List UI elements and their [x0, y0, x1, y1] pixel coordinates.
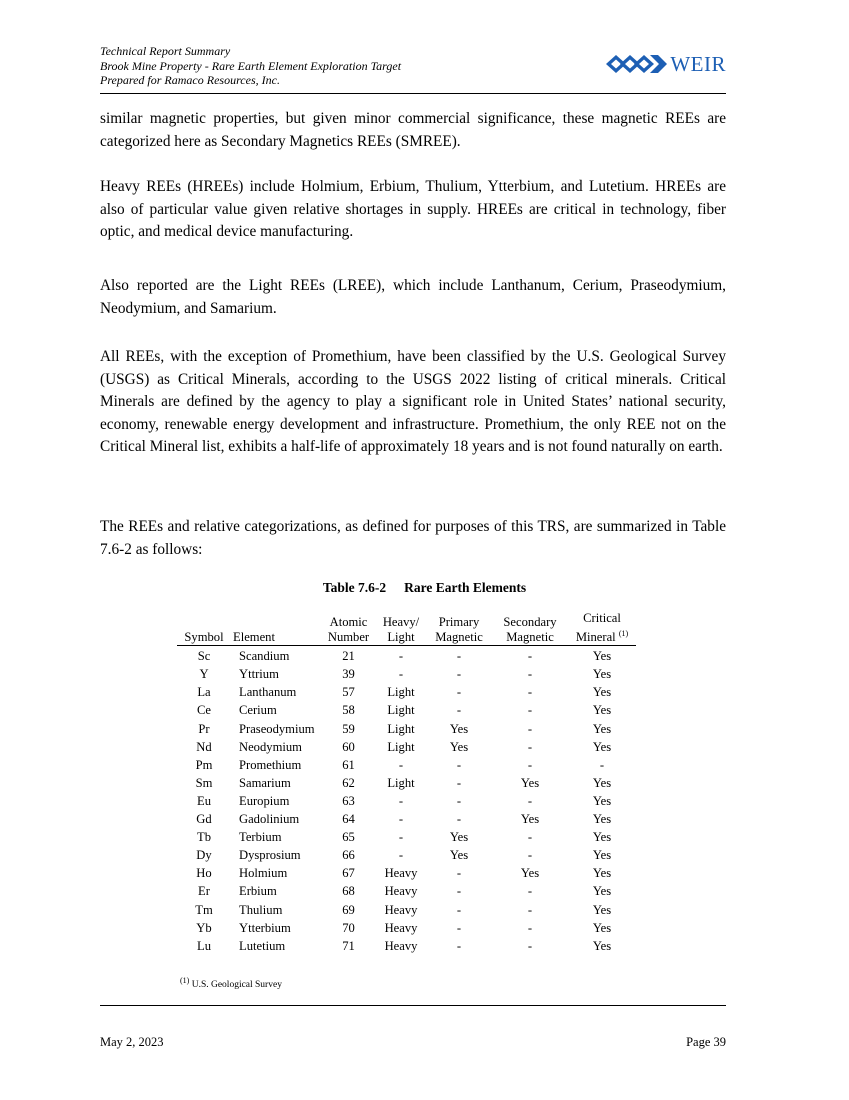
cell-symbol: Er	[198, 884, 210, 899]
table-row	[177, 683, 636, 701]
cell-symbol: Nd	[196, 739, 212, 754]
paragraph-text: similar magnetic properties, but given minor commercial significance, these magnetic REEs are categorized here as Secondary Magnetics REEs (SMREE).	[100, 110, 726, 150]
cell-secondary-magnetic: -	[527, 685, 533, 700]
table-row	[177, 919, 636, 937]
cell-critical-mineral: Yes	[592, 739, 612, 754]
table-row	[177, 846, 636, 864]
cell-element: Gadolinium	[239, 812, 300, 827]
cell-atomic-number: 66	[342, 848, 355, 863]
cell-element: Terbium	[239, 830, 282, 845]
cell-heavy-light: Light	[387, 739, 415, 754]
cell-heavy-light: -	[398, 757, 404, 772]
cell-atomic-number: 62	[342, 775, 355, 790]
cell-symbol: Tm	[195, 902, 213, 917]
footnote-marker: (1)	[618, 629, 629, 638]
cell-critical-mineral: Yes	[592, 866, 612, 881]
cell-critical-mineral: Yes	[592, 884, 612, 899]
paragraph-smree	[100, 108, 726, 153]
cell-symbol: Lu	[197, 938, 211, 953]
header-heavy-light: Heavy/ Light	[376, 611, 426, 647]
cell-heavy-light: -	[398, 667, 404, 682]
paragraph-table-intro	[100, 516, 726, 561]
cell-atomic-number: 58	[342, 703, 355, 718]
cell-atomic-number: 61	[342, 757, 355, 772]
cell-primary-magnetic: -	[456, 920, 462, 935]
table-row	[177, 720, 636, 738]
cell-critical-mineral: Yes	[592, 938, 612, 953]
cell-heavy-light: Light	[387, 703, 415, 718]
table-title: Rare Earth Elements	[404, 580, 527, 595]
cell-symbol: Eu	[197, 793, 211, 808]
header-secondary-magnetic: Secondary Magnetic	[492, 611, 568, 647]
footnote-marker: (1)	[180, 976, 190, 985]
cell-atomic-number: 69	[342, 902, 355, 917]
cell-primary-magnetic: Yes	[449, 848, 469, 863]
cell-primary-magnetic: Yes	[449, 721, 469, 736]
cell-secondary-magnetic: -	[527, 920, 533, 935]
cell-secondary-magnetic: -	[527, 848, 533, 863]
paragraph-critical-minerals	[100, 346, 726, 459]
cell-element: Praseodymium	[239, 721, 315, 736]
cell-symbol: Ho	[196, 866, 212, 881]
cell-secondary-magnetic: -	[527, 884, 533, 899]
cell-element: Thulium	[239, 902, 283, 917]
table-body	[177, 647, 636, 955]
cell-critical-mineral: Yes	[592, 812, 612, 827]
paragraph-text: Also reported are the Light REEs (LREE), which include Lanthanum, Cerium, Praseodymium, Neodymium, and Samarium.	[100, 277, 726, 317]
cell-secondary-magnetic: Yes	[520, 866, 540, 881]
cell-atomic-number: 59	[342, 721, 355, 736]
cell-symbol: Sm	[195, 775, 213, 790]
cell-element: Yttrium	[239, 667, 279, 682]
cell-secondary-magnetic: -	[527, 721, 533, 736]
cell-critical-mineral: Yes	[592, 902, 612, 917]
header-divider	[100, 93, 726, 94]
cell-secondary-magnetic: -	[527, 739, 533, 754]
cell-critical-mineral: Yes	[592, 685, 612, 700]
cell-symbol: Yb	[196, 920, 212, 935]
cell-heavy-light: Heavy	[384, 902, 418, 917]
cell-heavy-light: -	[398, 793, 404, 808]
cell-heavy-light: -	[398, 830, 404, 845]
cell-heavy-light: -	[398, 848, 404, 863]
cell-heavy-light: Heavy	[384, 866, 418, 881]
cell-element: Samarium	[239, 775, 291, 790]
cell-element: Scandium	[239, 649, 290, 664]
cell-primary-magnetic: -	[456, 775, 462, 790]
header-line-report: Technical Report Summary	[100, 44, 231, 58]
header-text	[100, 44, 401, 88]
header-element: Element	[231, 611, 321, 647]
cell-primary-magnetic: -	[456, 667, 462, 682]
cell-atomic-number: 71	[342, 938, 355, 953]
cell-critical-mineral: Yes	[592, 793, 612, 808]
footer-date: May 2, 2023	[100, 1035, 164, 1049]
cell-primary-magnetic: -	[456, 685, 462, 700]
cell-symbol: Pr	[198, 721, 210, 736]
table-row	[177, 701, 636, 719]
cell-secondary-magnetic: Yes	[520, 812, 540, 827]
cell-element: Erbium	[239, 884, 277, 899]
cell-primary-magnetic: Yes	[449, 830, 469, 845]
cell-heavy-light: -	[398, 812, 404, 827]
table-footnote	[180, 976, 282, 990]
table-row	[177, 882, 636, 900]
cell-secondary-magnetic: -	[527, 938, 533, 953]
cell-symbol: Pm	[195, 757, 213, 772]
cell-secondary-magnetic: -	[527, 757, 533, 772]
table-row	[177, 792, 636, 810]
cell-primary-magnetic: -	[456, 938, 462, 953]
cell-symbol: Y	[199, 667, 209, 682]
cell-atomic-number: 39	[342, 667, 355, 682]
paragraph-lree	[100, 275, 726, 320]
header-critical-mineral: Critical Mineral $^{(1)}$	[568, 611, 636, 647]
table-row	[177, 901, 636, 919]
cell-secondary-magnetic: -	[527, 667, 533, 682]
cell-element: Neodymium	[239, 739, 302, 754]
header-primary-magnetic: Primary Magnetic	[426, 611, 492, 647]
cell-secondary-magnetic: -	[527, 793, 533, 808]
cell-primary-magnetic: -	[456, 703, 462, 718]
header-symbol: Symbol	[177, 611, 231, 647]
cell-symbol: Tb	[197, 830, 211, 845]
cell-secondary-magnetic: -	[527, 703, 533, 718]
cell-primary-magnetic: -	[456, 866, 462, 881]
cell-atomic-number: 68	[342, 884, 355, 899]
table-row	[177, 774, 636, 792]
cell-symbol: La	[197, 685, 211, 700]
cell-primary-magnetic: -	[456, 884, 462, 899]
cell-heavy-light: Heavy	[384, 884, 418, 899]
cell-symbol: Ce	[197, 703, 211, 718]
cell-symbol: Gd	[196, 812, 212, 827]
cell-element: Lanthanum	[239, 685, 297, 700]
cell-symbol: Dy	[196, 848, 212, 863]
footer-divider	[100, 1005, 726, 1006]
table-row	[177, 937, 636, 955]
cell-critical-mineral: Yes	[592, 703, 612, 718]
paragraph-hree	[100, 176, 726, 244]
cell-heavy-light: -	[398, 649, 404, 664]
header-line-property: Brook Mine Property - Rare Earth Element Exploration Target	[100, 58, 402, 73]
cell-heavy-light: Light	[387, 685, 415, 700]
cell-atomic-number: 67	[342, 866, 355, 881]
cell-critical-mineral: Yes	[592, 848, 612, 863]
cell-critical-mineral: Yes	[592, 920, 612, 935]
cell-secondary-magnetic: -	[527, 902, 533, 917]
cell-secondary-magnetic: -	[527, 830, 533, 845]
logo-text: WEIR	[670, 51, 726, 76]
cell-primary-magnetic: -	[456, 902, 462, 917]
diamond-chevrons-icon	[606, 52, 668, 76]
cell-atomic-number: 57	[342, 685, 355, 700]
cell-primary-magnetic: -	[456, 812, 462, 827]
table-caption	[0, 580, 849, 596]
header-atomic-number: Atomic Number	[321, 611, 376, 647]
table-number: Table 7.6-2	[322, 580, 387, 595]
footnote-text: U.S. Geological Survey	[191, 980, 282, 991]
table-row	[177, 810, 636, 828]
cell-atomic-number: 64	[342, 812, 355, 827]
cell-atomic-number: 65	[342, 830, 355, 845]
cell-element: Dysprosium	[239, 848, 301, 863]
cell-heavy-light: Heavy	[384, 938, 418, 953]
cell-atomic-number: 70	[342, 920, 355, 935]
cell-element: Holmium	[239, 866, 288, 881]
cell-element: Europium	[239, 793, 290, 808]
table-row	[177, 665, 636, 683]
paragraph-text: All REEs, with the exception of Promethium, have been classified by the U.S. Geological Survey (USGS) as Critical Minerals, according to the USGS 2022 listing of critical minerals. Critical Minerals are defined by the agency to play a significant role in United States’ national security, economy, renewable energy development and infrastructure. Promethium, the only REE not on the Critical Mineral list, exhibits a half-life of approximately 18 years and is not found naturally on earth.	[100, 348, 726, 456]
cell-primary-magnetic: -	[456, 757, 462, 772]
cell-critical-mineral: Yes	[592, 667, 612, 682]
rare-earth-elements-table	[177, 611, 636, 955]
cell-element: Lutetium	[239, 938, 286, 953]
cell-atomic-number: 63	[342, 793, 355, 808]
table-header-row	[177, 611, 636, 647]
table-row	[177, 864, 636, 882]
table-row	[177, 647, 636, 665]
table-row	[177, 828, 636, 846]
cell-atomic-number: 60	[342, 739, 355, 754]
cell-heavy-light: Light	[387, 721, 415, 736]
cell-primary-magnetic: Yes	[449, 739, 469, 754]
cell-secondary-magnetic: Yes	[520, 775, 540, 790]
cell-element: Promethium	[239, 757, 302, 772]
table-row	[177, 738, 636, 756]
cell-primary-magnetic: -	[456, 649, 462, 664]
footer-page-number: Page 39	[686, 1035, 726, 1049]
cell-primary-magnetic: -	[456, 793, 462, 808]
cell-critical-mineral: Yes	[592, 830, 612, 845]
page-header	[100, 44, 726, 92]
cell-heavy-light: Heavy	[384, 920, 418, 935]
header-line-prepared: Prepared for Ramaco Resources, Inc.	[100, 73, 280, 87]
cell-symbol: Sc	[197, 649, 211, 664]
cell-element: Ytterbium	[239, 920, 291, 935]
paragraph-text: The REEs and relative categorizations, as defined for purposes of this TRS, are summarized in Table 7.6-2 as follows:	[100, 518, 726, 558]
cell-element: Cerium	[239, 703, 277, 718]
cell-critical-mineral: -	[599, 757, 605, 772]
weir-logo	[606, 52, 726, 76]
table-row	[177, 756, 636, 774]
cell-critical-mineral: Yes	[592, 721, 612, 736]
cell-atomic-number: 21	[342, 649, 355, 664]
cell-heavy-light: Light	[387, 775, 415, 790]
cell-secondary-magnetic: -	[527, 649, 533, 664]
cell-critical-mineral: Yes	[592, 649, 612, 664]
cell-critical-mineral: Yes	[592, 775, 612, 790]
paragraph-text: Heavy REEs (HREEs) include Holmium, Erbium, Thulium, Ytterbium, and Lutetium. HREEs are also of particular value given relative shortages in supply. HREEs are critical in technology, fiber optic, and medical device manufacturing.	[100, 178, 726, 241]
